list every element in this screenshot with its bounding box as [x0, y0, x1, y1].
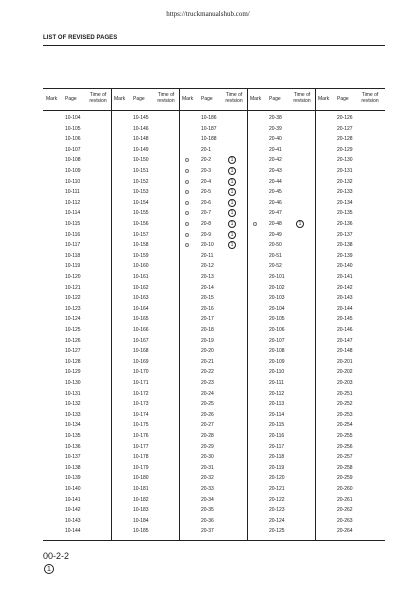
header-time-of-revision: Time of revision [361, 92, 379, 104]
revision-number-icon: 1 [228, 231, 236, 239]
page-entry: 20-40 [269, 136, 282, 143]
page-entry: 10-133 [65, 411, 81, 418]
page-entry: 10-155 [133, 210, 149, 217]
page-entry: 20-262 [337, 507, 353, 514]
revision-number-icon: 1 [296, 220, 304, 228]
page-entry: 20-38 [269, 115, 282, 121]
page-entry: 10-123 [65, 305, 81, 312]
page-entry: 10-152 [133, 178, 149, 185]
revision-number-icon: 1 [228, 199, 236, 207]
column-separator [179, 88, 180, 540]
page-entry: 20-102 [269, 284, 285, 291]
revision-mark-circle-icon [185, 243, 189, 247]
page-entry: 20-138 [337, 242, 353, 249]
page-entry: 20-113 [269, 401, 285, 408]
page-entry: 10-172 [133, 390, 149, 397]
page-entry: 20-44 [269, 178, 282, 185]
revision-mark-circle-icon [253, 222, 257, 226]
page-entry: 10-117 [65, 242, 81, 249]
page-entry: 20-109 [269, 358, 285, 365]
page-entry: 10-182 [133, 496, 149, 503]
page-entry: 10-186 [201, 115, 217, 121]
header-mark: Mark [182, 96, 194, 102]
page-entry: 20-122 [269, 496, 285, 503]
page-entry: 10-104 [65, 115, 81, 121]
page-entry: 10-157 [133, 231, 149, 238]
page-entry: 20-22 [201, 369, 214, 376]
page-entry: 20-261 [337, 496, 353, 503]
page-entry: 10-125 [65, 327, 81, 333]
header-time-of-revision: Time of revision [293, 92, 311, 104]
header-mark: Mark [46, 96, 58, 102]
page-entry: 20-114 [269, 411, 285, 418]
page-entry: 20-120 [269, 475, 285, 482]
page-entry: 10-188 [201, 136, 217, 143]
revision-mark-circle-icon [185, 201, 189, 205]
page-entry: 10-132 [65, 401, 81, 408]
page-entry: 20-33 [201, 486, 214, 492]
page-entry: 10-166 [133, 327, 149, 333]
header-page: Page [201, 96, 213, 102]
page-entry: 10-159 [133, 252, 149, 259]
page-entry: 20-21 [201, 358, 214, 365]
header-time-of-revision: Time of revision [157, 92, 175, 104]
column-separator [315, 88, 316, 540]
page-entry: 10-112 [65, 199, 81, 206]
page-entry: 10-115 [65, 221, 81, 227]
header-mark: Mark [114, 96, 126, 102]
page-entry: 20-39 [269, 125, 282, 132]
page-entry: 20-129 [337, 146, 353, 153]
header-page: Page [269, 96, 281, 102]
page-entry: 10-180 [133, 475, 149, 482]
page-entry: 20-264 [337, 528, 353, 535]
page-entry: 10-144 [65, 528, 81, 535]
page-entry: 10-161 [133, 274, 149, 280]
page-entry: 10-178 [133, 454, 149, 461]
page-entry: 20-257 [337, 454, 353, 461]
page-entry: 20-2 [201, 157, 212, 164]
page-entry: 20-101 [269, 274, 285, 280]
column-separator [111, 88, 112, 540]
page-entry: 20-251 [337, 390, 353, 397]
page-entry: 20-5 [201, 189, 212, 196]
page-entry: 20-201 [337, 358, 353, 365]
page-entry: 20-259 [337, 475, 353, 482]
page-entry: 10-158 [133, 242, 149, 249]
page-entry: 10-154 [133, 199, 149, 206]
header-page: Page [65, 96, 77, 102]
header-time-of-revision: Time of revision [225, 92, 243, 104]
page-entry: 10-120 [65, 274, 81, 280]
page-entry: 10-162 [133, 284, 149, 291]
page-entry: 10-124 [65, 316, 81, 323]
revision-mark-circle-icon [185, 180, 189, 184]
page-entry: 20-202 [337, 369, 353, 376]
page-entry: 10-160 [133, 263, 149, 270]
page-entry: 20-45 [269, 189, 282, 196]
page-entry: 10-136 [65, 443, 81, 450]
page-entry: 20-108 [269, 348, 285, 355]
page-entry: 10-105 [65, 125, 81, 132]
page-entry: 10-143 [65, 517, 81, 524]
page-entry: 20-48 [269, 221, 282, 227]
header-time-of-revision: Time of revision [89, 92, 107, 104]
page-entry: 20-123 [269, 507, 285, 514]
page-entry: 20-147 [337, 337, 353, 344]
page-entry: 20-23 [201, 380, 214, 386]
page-entry: 20-43 [269, 168, 282, 174]
page-entry: 10-127 [65, 348, 81, 355]
header-bottom-rule [43, 110, 385, 111]
page-entry: 20-13 [201, 274, 214, 280]
page-entry: 20-106 [269, 327, 285, 333]
page-entry: 20-258 [337, 464, 353, 471]
page-entry: 20-134 [337, 199, 353, 206]
page-entry: 20-255 [337, 433, 353, 439]
source-url[interactable]: https://truckmanualshub.com/ [166, 10, 250, 18]
page-entry: 10-153 [133, 189, 149, 196]
table-bottom-rule [43, 540, 385, 541]
revision-mark-icon: 1 [44, 564, 54, 574]
page-entry: 20-111 [269, 380, 284, 386]
page-entry: 10-171 [133, 380, 149, 386]
page-entry: 10-150 [133, 157, 149, 164]
revision-mark-circle-icon [185, 222, 189, 226]
page-entry: 20-8 [201, 221, 212, 227]
page-entry: 20-34 [201, 496, 214, 503]
revision-number-icon: 1 [228, 178, 236, 186]
page-entry: 20-103 [269, 295, 285, 302]
page-entry: 10-187 [201, 125, 217, 132]
page-entry: 10-179 [133, 464, 149, 471]
page-entry: 20-125 [269, 528, 285, 535]
page-entry: 10-149 [133, 146, 149, 153]
page-entry: 20-254 [337, 422, 353, 429]
revision-mark-circle-icon [185, 211, 189, 215]
page-entry: 20-18 [201, 327, 214, 333]
page-entry: 20-32 [201, 475, 214, 482]
page-entry: 10-164 [133, 305, 149, 312]
header-mark: Mark [318, 96, 330, 102]
page-entry: 20-144 [337, 305, 353, 312]
page-entry: 20-14 [201, 284, 214, 291]
page-entry: 20-35 [201, 507, 214, 514]
page-entry: 10-145 [133, 115, 149, 121]
page-entry: 20-17 [201, 316, 214, 323]
page-entry: 10-184 [133, 517, 149, 524]
page-entry: 20-140 [337, 263, 353, 270]
page-entry: 20-139 [337, 252, 353, 259]
page-entry: 10-183 [133, 507, 149, 514]
page-entry: 10-109 [65, 168, 81, 174]
page-entry: 20-137 [337, 231, 353, 238]
page-entry: 20-142 [337, 284, 353, 291]
page-entry: 20-3 [201, 168, 212, 174]
page-entry: 10-122 [65, 295, 81, 302]
revision-number-icon: 1 [228, 156, 236, 164]
revision-number-icon: 1 [228, 188, 236, 196]
page-entry: 20-130 [337, 157, 353, 164]
page-entry: 20-12 [201, 263, 214, 270]
page-entry: 20-136 [337, 221, 353, 227]
revision-number-icon: 1 [228, 209, 236, 217]
page-entry: 10-167 [133, 337, 149, 344]
page-entry: 20-25 [201, 401, 214, 408]
page-entry: 20-50 [269, 242, 282, 249]
page-entry: 10-163 [133, 295, 149, 302]
revision-number-icon: 1 [228, 220, 236, 228]
page-entry: 20-11 [201, 252, 214, 259]
page-entry: 20-30 [201, 454, 214, 461]
page-entry: 10-110 [65, 178, 81, 185]
header-page: Page [133, 96, 145, 102]
page-entry: 10-111 [65, 189, 80, 196]
page-entry: 20-28 [201, 433, 214, 439]
page-entry: 20-133 [337, 189, 353, 196]
page-entry: 10-176 [133, 433, 149, 439]
page-entry: 20-27 [201, 422, 214, 429]
page-entry: 20-124 [269, 517, 285, 524]
title-rule [43, 45, 385, 46]
page-entry: 10-148 [133, 136, 149, 143]
page-entry: 20-4 [201, 178, 212, 185]
page-entry: 10-116 [65, 231, 81, 238]
page-entry: 20-117 [269, 443, 285, 450]
page-entry: 20-203 [337, 380, 353, 386]
page-entry: 20-143 [337, 295, 353, 302]
page-entry: 10-168 [133, 348, 149, 355]
page-entry: 20-132 [337, 178, 353, 185]
page-entry: 10-185 [133, 528, 149, 535]
revision-mark-circle-icon [185, 169, 189, 173]
page-entry: 20-6 [201, 199, 212, 206]
revision-number-icon: 1 [228, 241, 236, 249]
page-entry: 10-131 [65, 390, 81, 397]
revision-mark-circle-icon [185, 190, 189, 194]
page-entry: 20-104 [269, 305, 285, 312]
page-entry: 10-107 [65, 146, 81, 153]
page-entry: 10-114 [65, 210, 81, 217]
page-number: 00-2-2 [43, 551, 70, 561]
header-page: Page [337, 96, 349, 102]
page-entry: 10-173 [133, 401, 149, 408]
page-entry: 20-51 [269, 252, 282, 259]
page-entry: 20-115 [269, 422, 285, 429]
page-entry: 20-145 [337, 316, 353, 323]
page-entry: 10-108 [65, 157, 81, 164]
page-entry: 20-107 [269, 337, 285, 344]
column-separator [247, 88, 248, 540]
page-entry: 20-131 [337, 168, 353, 174]
page-entry: 10-174 [133, 411, 149, 418]
page-entry: 10-151 [133, 168, 149, 174]
page-entry: 20-121 [269, 486, 285, 492]
page-entry: 20-49 [269, 231, 282, 238]
page-entry: 20-1 [201, 146, 212, 153]
page-entry: 20-19 [201, 337, 214, 344]
page-entry: 20-252 [337, 401, 353, 408]
page-entry: 20-141 [337, 274, 353, 280]
page-entry: 20-146 [337, 327, 353, 333]
page-entry: 20-116 [269, 433, 285, 439]
page-entry: 20-127 [337, 125, 353, 132]
page-entry: 20-15 [201, 295, 214, 302]
page-entry: 20-119 [269, 464, 285, 471]
page-entry: 10-134 [65, 422, 81, 429]
page-entry: 10-177 [133, 443, 149, 450]
page-entry: 20-148 [337, 348, 353, 355]
page-entry: 10-146 [133, 125, 149, 132]
page-entry: 20-20 [201, 348, 214, 355]
page-entry: 10-130 [65, 380, 81, 386]
revision-mark-circle-icon [185, 233, 189, 237]
page-entry: 20-37 [201, 528, 214, 535]
page-entry: 10-141 [65, 496, 81, 503]
page-entry: 20-112 [269, 390, 285, 397]
page-entry: 20-41 [269, 146, 282, 153]
page-entry: 10-175 [133, 422, 149, 429]
page-entry: 20-135 [337, 210, 353, 217]
page-entry: 10-181 [133, 486, 149, 492]
page-entry: 20-42 [269, 157, 282, 164]
page-entry: 10-142 [65, 507, 81, 514]
page-entry: 20-253 [337, 411, 353, 418]
page-entry: 20-118 [269, 454, 285, 461]
page-entry: 20-7 [201, 210, 212, 217]
page-entry: 10-129 [65, 369, 81, 376]
page-entry: 10-137 [65, 454, 81, 461]
page-entry: 10-169 [133, 358, 149, 365]
page-entry: 20-263 [337, 517, 353, 524]
page-entry: 10-170 [133, 369, 149, 376]
page-entry: 20-10 [201, 242, 214, 249]
page-entry: 10-138 [65, 464, 81, 471]
page-entry: 10-139 [65, 475, 81, 482]
page-entry: 10-119 [65, 263, 81, 270]
page-entry: 20-16 [201, 305, 214, 312]
page-entry: 20-256 [337, 443, 353, 450]
page-title: LIST OF REVISED PAGES [43, 35, 118, 41]
page-entry: 20-105 [269, 316, 285, 323]
revision-number-icon: 1 [228, 167, 236, 175]
page-entry: 20-24 [201, 390, 214, 397]
page-entry: 10-126 [65, 337, 81, 344]
page-entry: 10-165 [133, 316, 149, 323]
page-entry: 20-260 [337, 486, 353, 492]
page-entry: 20-29 [201, 443, 214, 450]
page-entry: 20-110 [269, 369, 285, 376]
revision-mark-circle-icon [185, 158, 189, 162]
page-entry: 20-47 [269, 210, 282, 217]
page-entry: 20-26 [201, 411, 214, 418]
page-entry: 10-118 [65, 252, 81, 259]
page-entry: 10-106 [65, 136, 81, 143]
page-entry: 10-156 [133, 221, 149, 227]
page-entry: 10-135 [65, 433, 81, 439]
header-mark: Mark [250, 96, 262, 102]
table-top-rule [43, 88, 385, 89]
page-entry: 20-52 [269, 263, 282, 270]
page-entry: 20-36 [201, 517, 214, 524]
page-entry: 20-46 [269, 199, 282, 206]
page-entry: 20-31 [201, 464, 214, 471]
page-entry: 10-121 [65, 284, 81, 291]
page-entry: 10-140 [65, 486, 81, 492]
page-entry: 20-126 [337, 115, 353, 121]
page-entry: 20-9 [201, 231, 212, 238]
page-entry: 20-128 [337, 136, 353, 143]
page-entry: 10-128 [65, 358, 81, 365]
